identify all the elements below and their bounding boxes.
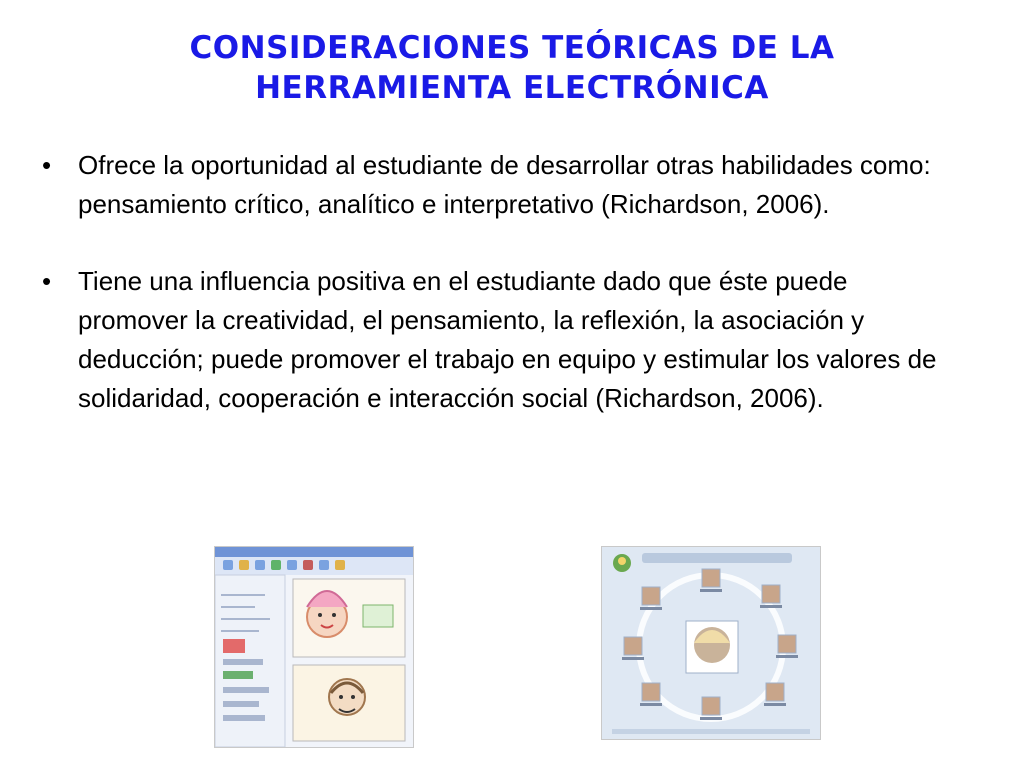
bullet-text: Ofrece la oportunidad al estudiante de desarrollar otras habilidades como: pensamiento crítico, analítico e interpretativo (Richardson, 2006). — [78, 150, 931, 219]
title-line-1: CONSIDERACIONES TEÓRICAS DE LA — [189, 30, 835, 66]
bullet-item — [40, 146, 940, 224]
bullet-item — [40, 262, 940, 418]
bullet-text: Tiene una influencia positiva en el estudiante dado que éste puede promover la creatividad, el pensamiento, la reflexión, la asociación y deducción; puede promover el trabajo en equipo y estimular los valores de solidaridad, cooperación e interacción social (Richardson, 2006). — [78, 266, 937, 413]
bullet-marker: • — [42, 150, 52, 180]
drawing-app-illustration — [215, 547, 413, 747]
title-line-2: HERRAMIENTA ELECTRÓNICA — [255, 70, 769, 106]
bullet-list — [40, 146, 940, 456]
social-network-profiles-screenshot-image — [601, 546, 821, 740]
drawing-app-screenshot-image — [214, 546, 414, 748]
slide-title — [0, 28, 1024, 108]
profile-network-illustration — [602, 547, 820, 739]
bullet-marker: • — [42, 266, 52, 296]
